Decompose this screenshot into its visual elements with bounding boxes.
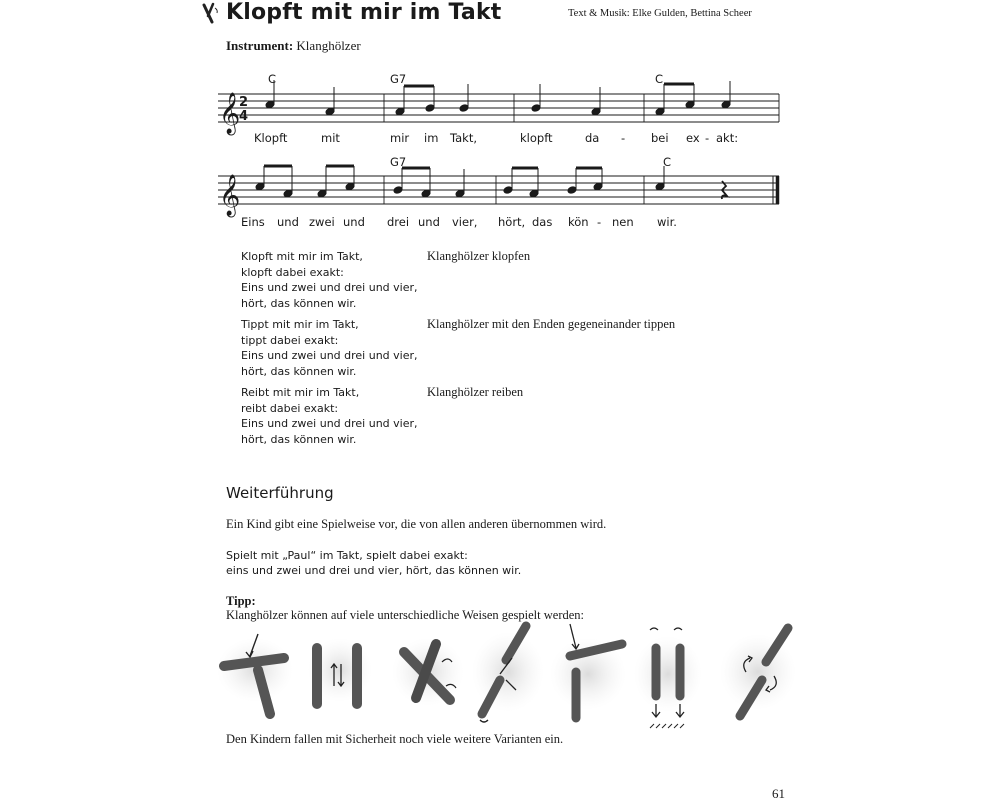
staff-1 xyxy=(218,94,779,122)
lyric-syllable: ex xyxy=(686,131,700,145)
verse-line: hört, das können wir. xyxy=(241,296,357,310)
lyric-syllable: Klopft xyxy=(254,131,288,145)
verse-line: tippt dabei exakt: xyxy=(241,333,339,347)
lyric-syllable: nen xyxy=(612,215,634,229)
verse-3 xyxy=(241,385,421,447)
lyric-syllable: mir xyxy=(390,131,410,145)
verse-line: hört, das können wir. xyxy=(241,364,357,378)
verse-1 xyxy=(241,249,421,311)
tipp-label: Tipp: xyxy=(226,594,256,608)
lyric-syllable: mit xyxy=(321,131,340,145)
page-title: Klopft mit mir im Takt xyxy=(226,0,502,25)
time-signature-top: 2 xyxy=(239,95,249,110)
lyric-syllable: vier, xyxy=(452,215,478,229)
chord-5: C xyxy=(663,155,672,169)
chord-3: C xyxy=(655,72,664,86)
chord-1: C xyxy=(268,72,277,86)
verse-line: reibt dabei exakt: xyxy=(241,401,339,415)
lyric-syllable: im xyxy=(424,131,439,145)
lyric-syllable: kön xyxy=(568,215,589,229)
lyric-syllable: und xyxy=(343,215,365,229)
verse-line: Eins und zwei und drei und vier, xyxy=(241,281,418,294)
verse-line: Eins und zwei und drei und vier, xyxy=(241,417,418,430)
style-twist-icon xyxy=(720,628,796,716)
lyric-syllable: zwei xyxy=(309,215,335,229)
lyric-syllable: - xyxy=(705,131,710,145)
instrument-value: Klanghölzer xyxy=(296,38,361,53)
verse-line: klopft dabei exakt: xyxy=(241,265,344,279)
style-knock-icon xyxy=(217,634,293,714)
chord-2: G7 xyxy=(390,72,407,86)
style-t-tap-icon xyxy=(550,624,626,718)
instrument-label: Instrument: xyxy=(226,38,294,53)
lyric-syllable: drei xyxy=(387,215,410,229)
time-signature-bottom: 4 xyxy=(239,109,249,124)
verse-line: Tippt mit mir im Takt, xyxy=(241,318,359,331)
page-number: 61 xyxy=(772,786,785,801)
verse-2 xyxy=(241,317,421,379)
verse-3-action: Klanghölzer reiben xyxy=(427,385,524,399)
playing-styles-illustration xyxy=(210,618,810,734)
style-drop-icon xyxy=(634,628,702,728)
verse-1-action: Klanghölzer klopfen xyxy=(427,249,531,263)
weiterfuehrung-example-1: Spielt mit „Paul“ im Takt, spielt dabei exakt: xyxy=(226,549,468,562)
lyric-syllable: und xyxy=(277,215,299,229)
treble-clef-1: 𝄞 xyxy=(219,93,241,134)
closing-text: Den Kindern fallen mit Sicherheit noch viele weitere Varianten ein. xyxy=(226,732,564,746)
lyric-syllable: da xyxy=(585,131,600,145)
style-tap-icon xyxy=(308,638,372,704)
lyric-syllable: akt: xyxy=(716,131,739,145)
lyric-syllable: - xyxy=(597,215,602,229)
lyrics-line-1 xyxy=(254,131,738,145)
lyric-syllable: klopft xyxy=(520,131,553,145)
staff-2 xyxy=(218,176,779,204)
notes-staff-2 xyxy=(255,166,727,199)
lyric-syllable: bei xyxy=(651,131,669,145)
lyric-syllable: und xyxy=(418,215,440,229)
verse-line: Reibt mit mir im Takt, xyxy=(241,386,360,399)
sheet-music xyxy=(0,0,1000,240)
style-strike-icon xyxy=(472,626,544,722)
lyric-syllable: hört, xyxy=(498,215,526,229)
style-rub-icon xyxy=(392,638,464,706)
lyric-syllable: das xyxy=(532,215,553,229)
verse-2-action: Klanghölzer mit den Enden gegeneinander tippen xyxy=(427,317,676,331)
chord-4: G7 xyxy=(390,155,407,169)
lyrics-line-2 xyxy=(241,215,677,229)
treble-clef-2: 𝄞 xyxy=(219,175,241,216)
verse-line: Klopft mit mir im Takt, xyxy=(241,250,363,263)
section-heading-weiterfuehrung: Weiterführung xyxy=(226,484,334,502)
lyric-syllable: Eins xyxy=(241,215,265,229)
lyric-syllable: Takt, xyxy=(450,131,477,145)
lyric-syllable: - xyxy=(621,131,626,145)
lyric-syllable: wir. xyxy=(657,215,677,229)
weiterfuehrung-example-2: eins und zwei und drei und vier, hört, das können wir. xyxy=(226,564,522,577)
verse-line: hört, das können wir. xyxy=(241,432,357,446)
song-credit: Text & Musik: Elke Gulden, Bettina Scheer xyxy=(568,8,752,19)
verse-line: Eins und zwei und drei und vier, xyxy=(241,349,418,362)
weiterfuehrung-text: Ein Kind gibt eine Spielweise vor, die von allen anderen übernommen wird. xyxy=(226,517,607,531)
tipp-text: Klanghölzer können auf viele unterschiedliche Weisen gespielt werden: xyxy=(226,608,585,622)
